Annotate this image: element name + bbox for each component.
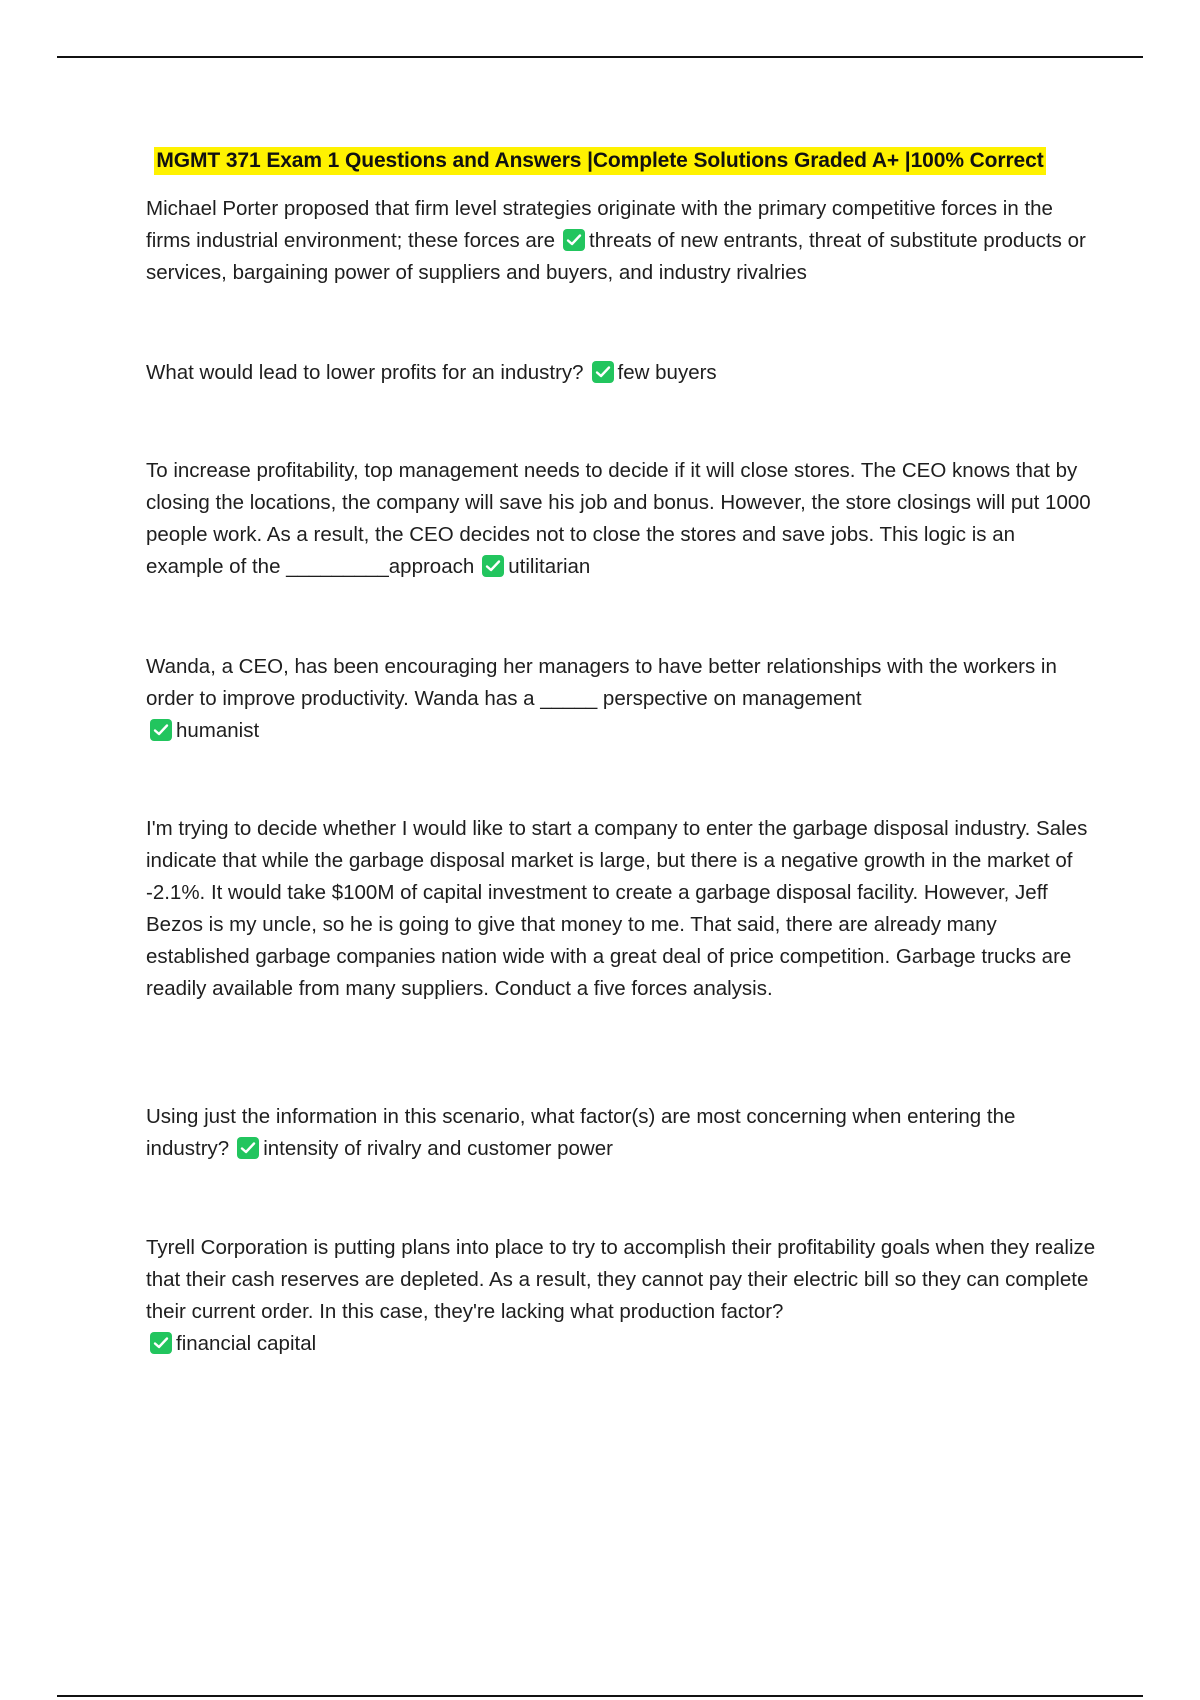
page-title: MGMT 371 Exam 1 Questions and Answers |Complete Solutions Graded A+ |100% Correct [154,147,1045,175]
question-text: Wanda, a CEO, has been encouraging her managers to have better relationships with the workers in order to improve productivity. Wanda has a _____ perspective on management [146,655,1057,710]
header-rule [57,56,1143,58]
check-icon [482,555,504,577]
question-text: To increase profitability, top management needs to decide if it will close stores. The CEO knows that by closing the locations, the company will save his job and bonus. However, the store closings will put 1000 people work. As a result, the CEO decides not to close the stores and save jobs. This logic is an example of the _________approach [146,459,1091,578]
qa-item [146,357,1096,389]
question-text: Using just the information in this scenario, what factor(s) are most concerning when entering the industry? [146,1105,1016,1160]
question-text: I'm trying to decide whether I would like to start a company to enter the garbage disposal industry. Sales indicate that while the garbage disposal market is large, but there is a negative growth in the market of -2.1%. It would take $100M of capital investment to create a garbage disposal facility. However, Jeff Bezos is my uncle, so he is going to give that money to me. That said, there are already many established garbage companies nation wide with a great deal of price competition. Garbage trucks are readily available from many suppliers. Conduct a five forces analysis. [146,817,1088,1000]
check-icon [592,361,614,383]
answer-text: utilitarian [508,555,591,578]
qa-item [146,1101,1096,1165]
qa-item [146,651,1096,747]
title-wrap [0,147,1200,175]
question-text: Michael Porter proposed that firm level strategies originate with the primary competitive forces in the firms industrial environment; these forces are [146,197,1053,252]
qa-item [146,1232,1096,1360]
qa-item [146,455,1096,583]
check-icon [563,229,585,251]
answer-text: threats of new entrants, threat of substitute products or services, bargaining power of suppliers and buyers, and industry rivalries [146,229,1086,284]
qa-item [146,813,1096,1005]
question-text: Tyrell Corporation is putting plans into place to try to accomplish their profitability goals when they realize that their cash reserves are depleted. As a result, they cannot pay their electric bill so they can complete their current order. In this case, they're lacking what production factor? [146,1236,1096,1323]
answer-text: intensity of rivalry and customer power [263,1137,613,1160]
answer-text: financial capital [176,1332,317,1355]
qa-item [146,193,1096,289]
check-icon [237,1137,259,1159]
check-icon [150,1332,172,1354]
question-text: What would lead to lower profits for an industry? [146,361,584,384]
answer-text: few buyers [617,361,717,384]
footer-rule [57,1695,1143,1697]
check-icon [150,719,172,741]
answer-text: humanist [176,719,260,742]
